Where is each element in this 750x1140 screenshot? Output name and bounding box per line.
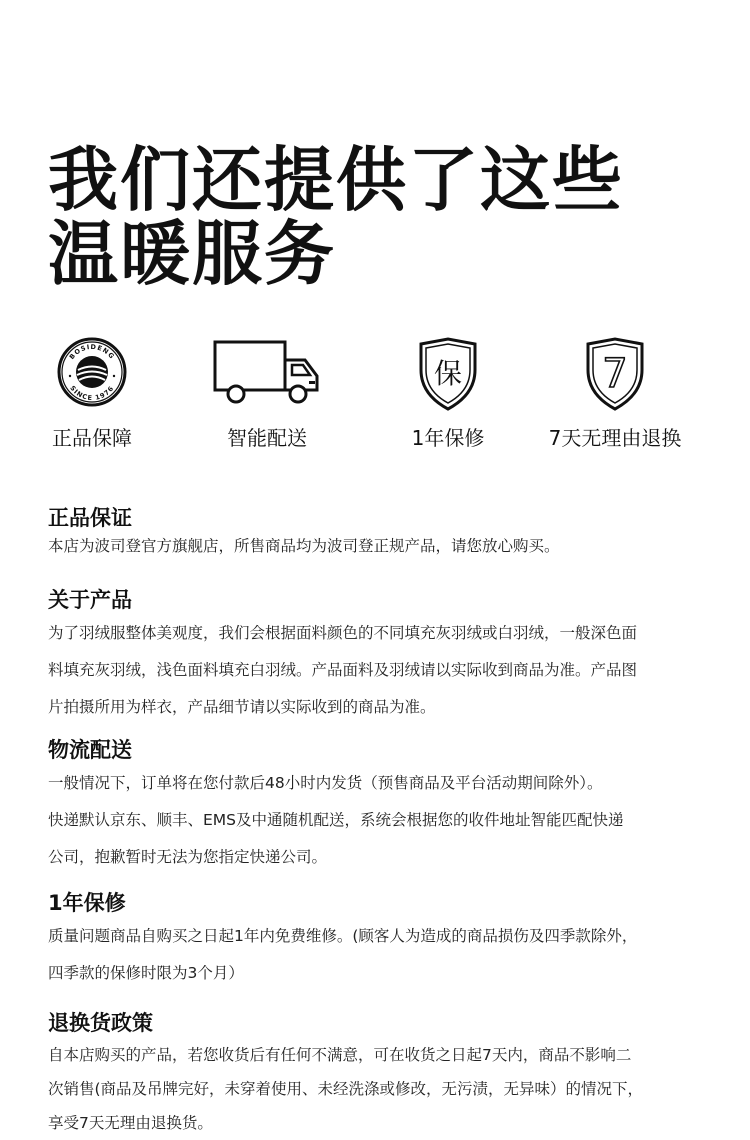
section-text-line: 自本店购买的产品，若您收货后有任何不满意，可在收货之日起7天内，商品不影响二 [48,1046,632,1064]
seal-bottom-text: SINCE 1976 [68,384,116,403]
truck-icon [212,336,322,408]
service-label: 智能配送 [227,426,307,450]
section-text-line: 次销售(商品及吊牌完好，未穿着使用、未经洗涤或修改，无污渍，无异味）的情况下， [48,1080,644,1098]
section-text-line: 公司，抱歉暂时无法为您指定快递公司。 [48,848,328,866]
section-warranty [48,888,708,992]
section-title: 物流配送 [48,738,132,762]
headline-line-2: 温暖服务 [48,213,336,295]
warranty-shield-icon [415,336,481,412]
section-text-line: 为了羽绒服整体美观度，我们会根据面料颜色的不同填充灰羽绒或白羽绒，一般深色面 [48,624,638,642]
service-warranty [373,336,523,451]
section-text-line: 质量问题商品自购买之日起1年内免费维修。(顾客人为造成的商品损伤及四季款除外， [48,927,638,945]
service-authentic [17,336,167,451]
section-authentic-guarantee [48,503,708,563]
section-text-line: 料填充灰羽绒，浅色面料填充白羽绒。产品面料及羽绒请以实际收到商品为准。产品图 [48,661,638,679]
brand-seal-icon [56,336,128,408]
section-return-policy [48,1008,708,1140]
section-about-product [48,585,708,726]
section-text-line: 一般情况下，订单将在您付款后48小时内发货（预售商品及平台活动期间除外）。 [48,774,603,792]
section-title: 正品保证 [48,506,132,530]
section-logistics [48,735,708,876]
headline-line-1: 我们还提供了这些 [48,139,624,221]
service-delivery [192,336,342,451]
service-label: 正品保障 [52,426,132,450]
section-title: 关于产品 [48,588,132,612]
section-text-line: 四季款的保修时限为3个月） [48,964,244,982]
page-headline [48,139,624,295]
service-label: 1年保修 [411,426,485,450]
shield-glyph: 7 [602,351,628,397]
seal-top-text: BOSIDENG [67,342,117,361]
service-seven-day-return [540,336,690,451]
section-text-line: 本店为波司登官方旗舰店，所售商品均为波司登正规产品，请您放心购买。 [48,537,560,555]
section-title: 退换货政策 [48,1011,153,1035]
section-text-line: 片拍摄所用为样衣，产品细节请以实际收到的商品为准。 [48,698,436,716]
section-text-line: 快递默认京东、顺丰、EMS及中通随机配送，系统会根据您的收件地址智能匹配快递 [48,811,624,829]
service-label: 7天无理由退换 [548,426,682,450]
shield-glyph: 保 [433,357,463,390]
seven-day-shield-icon [582,336,648,412]
section-title: 1年保修 [48,891,126,915]
section-text-line: 享受7天无理由退换货。 [48,1114,213,1132]
